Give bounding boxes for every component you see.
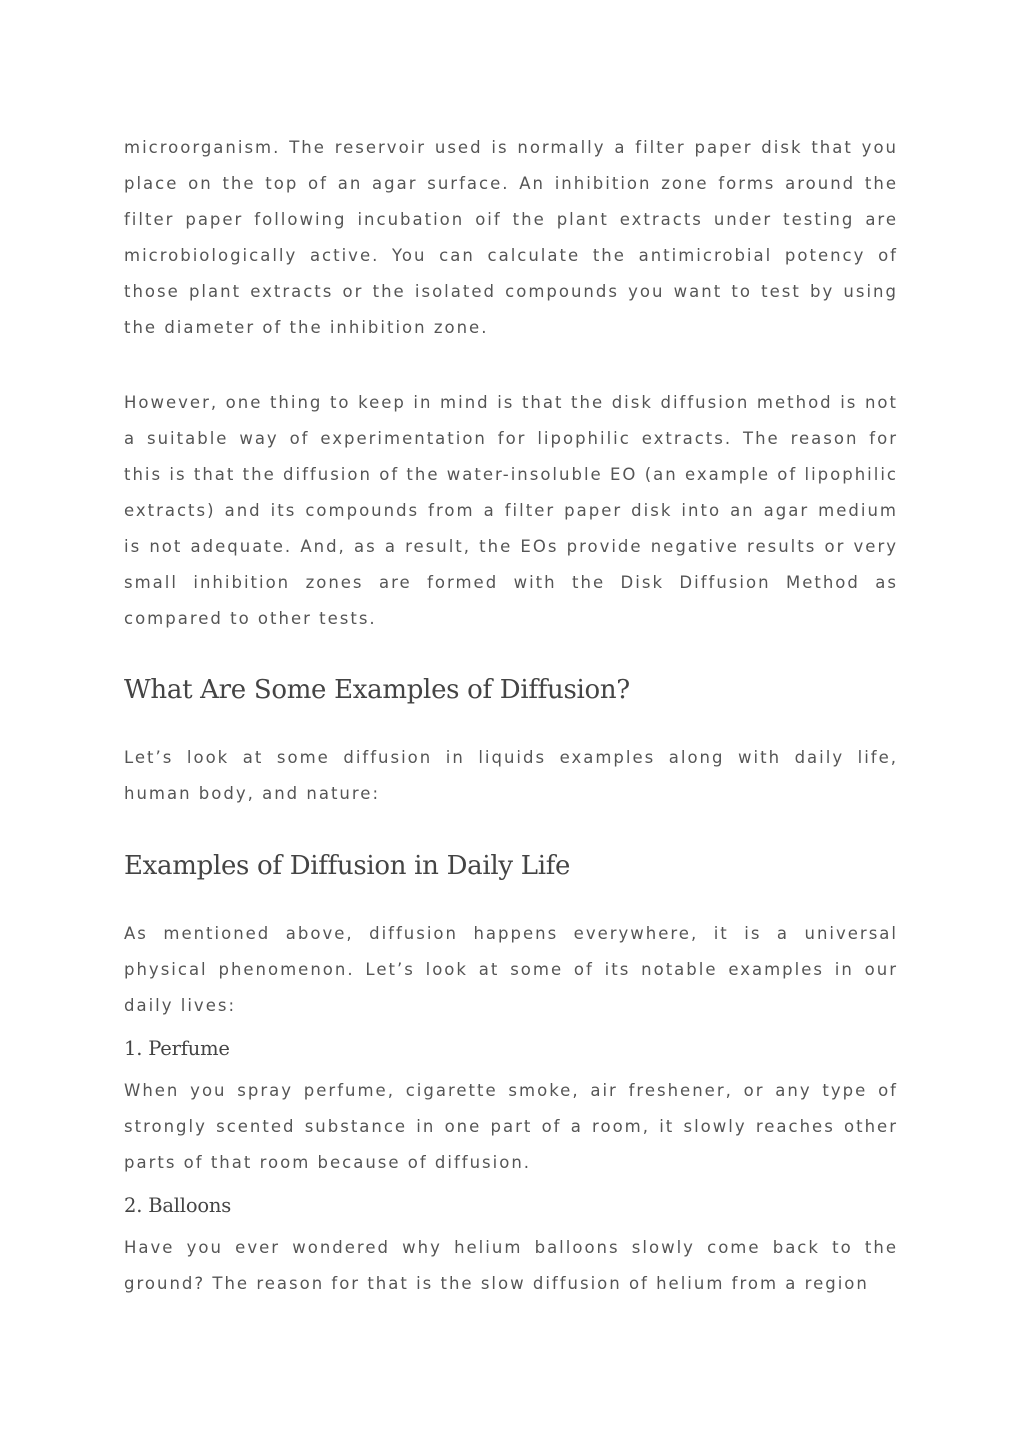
paragraph-balloons: Have you ever wondered why helium balloons slowly come back to the ground? The reason for that is the slow diffusion of helium from a region	[124, 1238, 898, 1293]
heading-daily-life: Examples of Diffusion in Daily Life	[124, 851, 571, 881]
heading-examples-of-diffusion: What Are Some Examples of Diffusion?	[124, 675, 630, 705]
paragraph-daily-life-intro: As mentioned above, diffusion happens everywhere, it is a universal physical phenomenon. Let’s look at some of its notable examples in our daily lives:	[124, 924, 898, 1015]
paragraph-examples-intro: Let’s look at some diffusion in liquids examples along with daily life, human body, and nature:	[124, 748, 898, 803]
heading-balloons: 2. Balloons	[124, 1194, 232, 1217]
paragraph-perfume: When you spray perfume, cigarette smoke, air freshener, or any type of strongly scented substance in one part of a room, it slowly reaches other parts of that room because of diffusion.	[124, 1081, 898, 1172]
document-page	[124, 130, 898, 1302]
paragraph-lipophilic-limitation: However, one thing to keep in mind is that the disk diffusion method is not a suitable way of experimentation for lipophilic extracts. The reason for this is that the diffusion of the water-insoluble EO (an example of lipophilic extracts) and its compounds from a filter paper disk into an agar medium is not adequate. And, as a result, the EOs provide negative results or very small inhibition zones are formed with the Disk Diffusion Method as compared to other tests.	[124, 393, 898, 628]
paragraph-disk-diffusion-intro: microorganism. The reservoir used is normally a filter paper disk that you place on the top of an agar surface. An inhibition zone forms around the filter paper following incubation oif the plant extracts under testing are microbiologically active. You can calculate the antimicrobial potency of those plant extracts or the isolated compounds you want to test by using the diameter of the inhibition zone.	[124, 138, 898, 337]
heading-perfume: 1. Perfume	[124, 1037, 230, 1060]
